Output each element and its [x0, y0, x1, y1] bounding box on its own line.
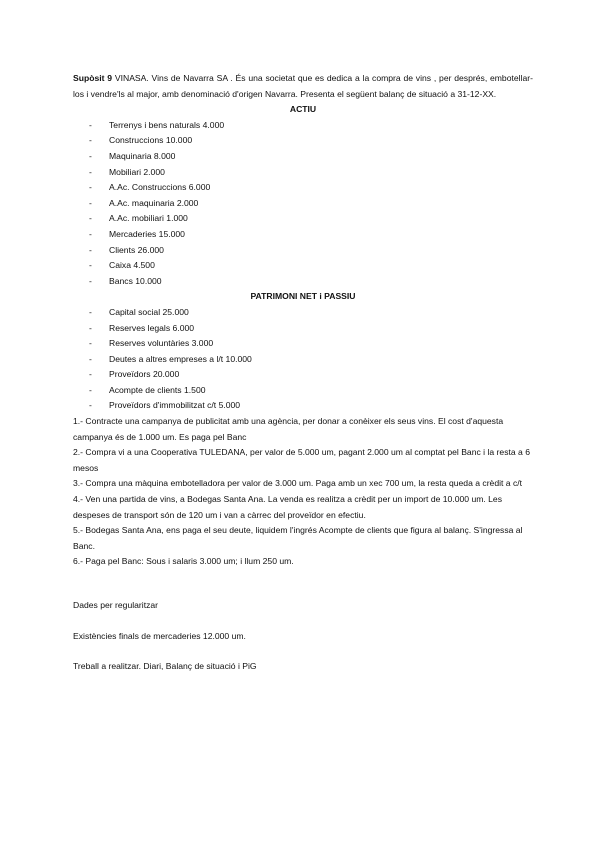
bullet-dash: -: [89, 135, 92, 146]
passiu-item-text: Reserves legals 6.000: [109, 322, 195, 333]
passiu-item: [73, 383, 533, 399]
passiu-list: [73, 305, 533, 414]
actiu-item-text: Bancs 10.000: [109, 275, 162, 286]
bullet-dash: -: [89, 369, 92, 380]
existencies-line: Existències finals de mercaderies 12.000 um.: [73, 630, 246, 641]
exercise-label: Supòsit 9: [73, 73, 113, 83]
bullet-dash: -: [89, 182, 92, 193]
passiu-item-text: Acompte de clients 1.500: [109, 384, 206, 395]
actiu-item: [73, 118, 533, 134]
passiu-item-text: Capital social 25.000: [109, 306, 189, 317]
actiu-item-text: Terrenys i bens naturals 4.000: [109, 119, 225, 130]
bullet-dash: -: [89, 197, 92, 208]
passiu-heading: PATRIMONI NET i PASSIU: [250, 291, 356, 302]
document-page: [73, 71, 533, 675]
bullet-dash: -: [89, 244, 92, 255]
passiu-item: [73, 398, 533, 414]
passiu-item: [73, 305, 533, 321]
passiu-item-text: Reserves voluntàries 3.000: [109, 338, 214, 349]
actiu-item-text: Maquinaria 8.000: [109, 150, 176, 161]
bullet-dash: -: [89, 228, 92, 239]
regularitzar-label: Dades per regularitzar: [73, 600, 159, 610]
exercise-item: 5.- Bodegas Santa Ana, ens paga el seu deute, liquidem l'ingrés Acompte de clients que figura al balanç. S'ingressa al Banc.: [73, 525, 523, 551]
exercise-list: [73, 414, 533, 570]
bullet-dash: -: [89, 400, 92, 411]
exercise-item: 6.- Paga pel Banc: Sous i salaris 3.000 um; i llum 250 um.: [73, 556, 294, 567]
actiu-item-text: Caixa 4.500: [109, 260, 155, 271]
actiu-item-text: A.Ac. maquinaria 2.000: [109, 197, 199, 208]
bullet-dash: -: [89, 275, 92, 286]
actiu-item-text: Construccions 10.000: [109, 135, 193, 146]
actiu-item-text: Mercaderies 15.000: [109, 228, 185, 239]
bullet-dash: -: [89, 213, 92, 224]
bullet-dash: -: [89, 353, 92, 364]
bullet-dash: -: [89, 338, 92, 349]
actiu-item-text: Clients 26.000: [109, 244, 164, 255]
actiu-item: [73, 227, 533, 243]
actiu-heading: ACTIU: [289, 104, 317, 115]
actiu-item: [73, 165, 533, 181]
exercise-item: 4.- Ven una partida de vins, a Bodegas Santa Ana. La venda es realitza a crèdit per un import de 10.000 um. Les despeses de transport són de 120 um i van a càrrec del proveïdor en efectiu.: [73, 494, 503, 520]
bullet-dash: -: [89, 384, 92, 395]
actiu-list: [73, 118, 533, 290]
actiu-item: [73, 258, 533, 274]
actiu-item: [73, 149, 533, 165]
treball-line: Treball a realitzar. Diari, Balanç de situació i PiG: [73, 661, 257, 672]
bullet-dash: -: [89, 166, 92, 177]
actiu-item: [73, 196, 533, 212]
bullet-dash: -: [89, 306, 92, 317]
bullet-dash: -: [89, 119, 92, 130]
passiu-item-text: Deutes a altres empreses a l/t 10.000: [109, 353, 252, 364]
passiu-item-text: Proveïdors 20.000: [109, 369, 180, 380]
passiu-item: [73, 321, 533, 337]
intro-paragraph: [73, 71, 533, 102]
passiu-item-text: Proveïdors d'immobilitzat c/t 5.000: [109, 400, 241, 411]
actiu-item: [73, 274, 533, 290]
passiu-item: [73, 336, 533, 352]
actiu-item: [73, 133, 533, 149]
actiu-item: [73, 243, 533, 259]
exercise-item: 2.- Compra vi a una Cooperativa TULEDANA, per valor de 5.000 um, pagant 2.000 um al comptat pel Banc i la resta a 6 mesos: [73, 447, 530, 473]
exercise-item: 1.- Contracte una campanya de publicitat amb una agència, per donar a conèixer els seus vins. El cost d'aquesta campanya és de 1.000 um. Es paga pel Banc: [73, 416, 504, 442]
actiu-item-text: A.Ac. Construccions 6.000: [109, 182, 211, 193]
passiu-item: [73, 352, 533, 368]
intro-text: VINASA. Vins de Navarra SA . És una societat que es dedica a la compra de vins , per després, embotellar-los i vendre'ls al major, amb denominació d'origen Navarra. Presenta el següent balanç de situació a 31-12-XX.: [73, 73, 533, 99]
actiu-item-text: Mobiliari 2.000: [109, 166, 165, 177]
actiu-item-text: A.Ac. mobiliari 1.000: [109, 213, 188, 224]
exercise-item: 3.- Compra una màquina embotelladora per valor de 3.000 um. Paga amb un xec 700 um, la resta queda a crèdit a c/t: [73, 478, 523, 489]
passiu-item: [73, 367, 533, 383]
actiu-item: [73, 180, 533, 196]
bullet-dash: -: [89, 150, 92, 161]
bullet-dash: -: [89, 322, 92, 333]
bullet-dash: -: [89, 260, 92, 271]
actiu-item: [73, 211, 533, 227]
